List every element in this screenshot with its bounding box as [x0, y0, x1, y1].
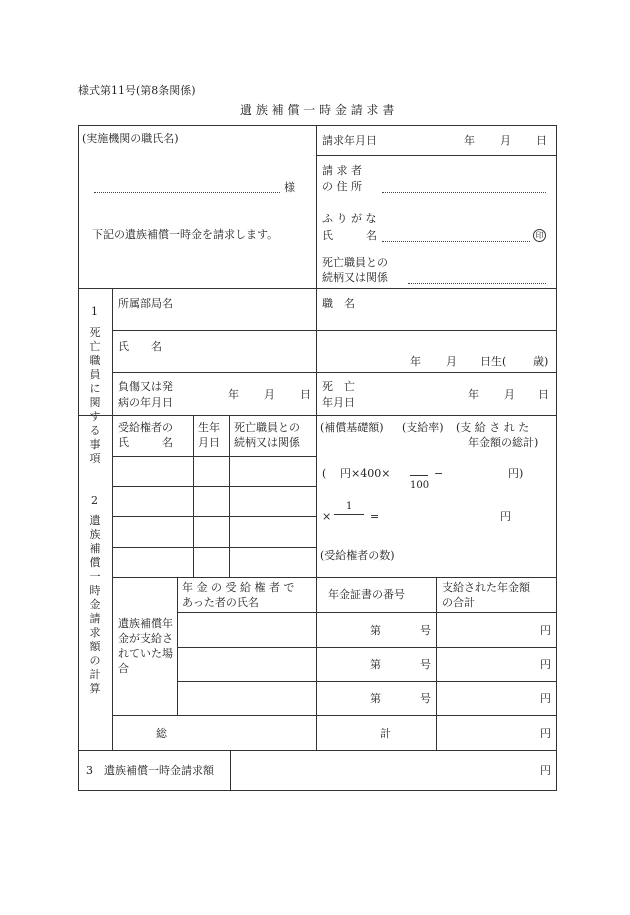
- pension-col-name-2: あった者の氏名: [182, 596, 259, 609]
- border-bottom: [78, 790, 556, 791]
- death-date-label-1: 死 亡: [322, 380, 355, 393]
- claimant-address-field[interactable]: [382, 192, 546, 193]
- date-day-label: 日: [536, 134, 547, 147]
- cert-go-3: 号: [420, 692, 431, 705]
- form-number: 様式第11号(第8条関係): [78, 84, 196, 97]
- divider-section3-value: [230, 750, 231, 790]
- divider-section2: [78, 415, 556, 416]
- injury-month-label: 月: [264, 388, 275, 401]
- divider-col-dob: [193, 415, 194, 577]
- calc-fraction-denominator: 100: [410, 480, 430, 491]
- calc-total-label-2: 年金額の総計): [468, 436, 539, 449]
- post-label: 職 名: [322, 297, 355, 310]
- cert-dai-3: 第: [370, 692, 381, 705]
- divider-col-rel: [229, 415, 230, 577]
- divider-section1: [78, 288, 556, 289]
- divider-pension-label: [177, 577, 178, 715]
- relation-label-1: 死亡職員との: [322, 256, 388, 269]
- border-left: [78, 125, 79, 791]
- paid-yen-1: 円: [540, 624, 551, 637]
- injury-date-label-2: 病の年月日: [118, 396, 173, 409]
- death-month-label: 月: [504, 388, 515, 401]
- section2-number: 2: [91, 494, 98, 507]
- request-date-label: 請求年月日: [322, 134, 377, 147]
- divider-date: [316, 155, 556, 156]
- divider-dept: [112, 330, 556, 331]
- request-statement: 下記の遺族補償一時金を請求します。: [92, 228, 279, 241]
- divider-section3: [78, 750, 556, 751]
- divider-pension-cert: [316, 577, 317, 750]
- claim-amount-yen: 円: [540, 764, 551, 777]
- injury-year-label: 年: [228, 388, 239, 401]
- relation-label-2: 続柄又は関係: [322, 271, 388, 284]
- paid-yen-3: 円: [540, 692, 551, 705]
- calc-open-paren: (: [322, 467, 327, 480]
- row-line-4: [112, 547, 316, 548]
- divider-pension-paid: [436, 577, 437, 750]
- total-kei-label: 計: [380, 727, 391, 740]
- furigana-label: ふ り が な: [322, 212, 377, 225]
- death-date-label-2: 年月日: [322, 396, 355, 409]
- pension-col-cert: 年金証書の番号: [328, 588, 405, 601]
- injury-day-label: 日: [300, 388, 311, 401]
- divider-injury-death: [316, 372, 317, 415]
- death-day-label: 日: [538, 388, 549, 401]
- row-line-3: [112, 516, 316, 517]
- section1-label: 死亡職員に関する事項: [89, 326, 101, 465]
- calc-multiplier: 円×400×: [340, 467, 391, 480]
- cert-dai-1: 第: [370, 624, 381, 637]
- calc-fraction-numerator: 1: [346, 501, 353, 512]
- cert-dai-2: 第: [370, 658, 381, 671]
- divider-name: [112, 372, 556, 373]
- col-relation-label-1: 死亡職員との: [234, 421, 300, 434]
- paid-yen-2: 円: [540, 658, 551, 671]
- calc-fraction-bar: [410, 475, 428, 476]
- col-recipient-label-2: 氏 名: [118, 436, 173, 449]
- pension-col-paid-2: の合計: [442, 596, 475, 609]
- calc-result-yen: 円: [500, 510, 511, 523]
- col-recipient-label-1: 受給権者の: [118, 421, 173, 434]
- calc-fraction-bar-2: [334, 514, 364, 515]
- age-label: 歳): [533, 355, 549, 368]
- sama-label: 様: [284, 181, 295, 194]
- calc-times: ×: [322, 510, 332, 523]
- row-line-2: [112, 486, 316, 487]
- injury-date-label-1: 負傷又は発: [118, 380, 173, 393]
- recipient-label: (実施機関の職氏名): [82, 132, 179, 145]
- col-dob-label-1: 生年: [198, 421, 220, 434]
- date-year-label: 年: [464, 134, 475, 147]
- pension-case-label: 遺族補償年金が支給されていた場合: [118, 617, 173, 675]
- deceased-name-label: 氏 名: [118, 340, 162, 353]
- section2-label: 遺族補償一時金請求額の計算: [89, 514, 101, 695]
- document-title: 遺 族 補 償 一 時 金 請 求 書: [240, 103, 395, 117]
- calc-rate-label: (支給率): [402, 421, 444, 434]
- dob-month-label: 月: [446, 355, 457, 368]
- claimant-address-label-1: 請 求 者: [322, 164, 362, 177]
- claim-amount-label: 3 遺族補償一時金請求額: [86, 764, 214, 777]
- recipient-field[interactable]: [94, 192, 280, 193]
- divider-calc: [316, 415, 317, 577]
- col-dob-label-2: 月日: [198, 436, 220, 449]
- pension-header-line: [177, 612, 556, 613]
- divider-total: [112, 715, 556, 716]
- dob-day-label: 日生(: [480, 355, 507, 368]
- border-top: [78, 125, 556, 126]
- claimant-name-label: 氏 名: [322, 229, 377, 242]
- border-right: [556, 125, 557, 791]
- relation-field[interactable]: [408, 283, 546, 284]
- pension-col-name-1: 年 金 の 受 給 権 者 で: [182, 581, 295, 594]
- total-yen-label: 円: [540, 727, 551, 740]
- calc-total-label-1: (支 給 さ れ た: [456, 421, 530, 434]
- seal-mark: 印: [533, 229, 546, 242]
- date-month-label: 月: [500, 134, 511, 147]
- col-relation-label-2: 続柄又は関係: [234, 436, 300, 449]
- calc-base-label: (補償基礎額): [320, 421, 384, 434]
- death-year-label: 年: [468, 388, 479, 401]
- pension-col-paid-1: 支給された年金額: [442, 581, 530, 594]
- claimant-address-label-2: の 住 所: [322, 180, 362, 193]
- section1-number: 1: [91, 305, 98, 318]
- claimant-name-field[interactable]: [382, 241, 530, 242]
- department-label: 所属部局名: [118, 297, 173, 310]
- calc-equals: =: [370, 510, 380, 523]
- calc-minus: −: [434, 467, 444, 480]
- cert-go-2: 号: [420, 658, 431, 671]
- cert-go-1: 号: [420, 624, 431, 637]
- total-so-label: 総: [156, 727, 167, 740]
- pension-row-line-1: [177, 647, 556, 648]
- calc-yen-close: 円): [508, 467, 524, 480]
- pension-row-line-2: [177, 681, 556, 682]
- divider-pension: [112, 577, 556, 578]
- calc-count-label: (受給権者の数): [320, 549, 395, 562]
- row-line-1: [112, 456, 316, 457]
- dob-year-label: 年: [410, 355, 421, 368]
- divider-section-num: [112, 288, 113, 750]
